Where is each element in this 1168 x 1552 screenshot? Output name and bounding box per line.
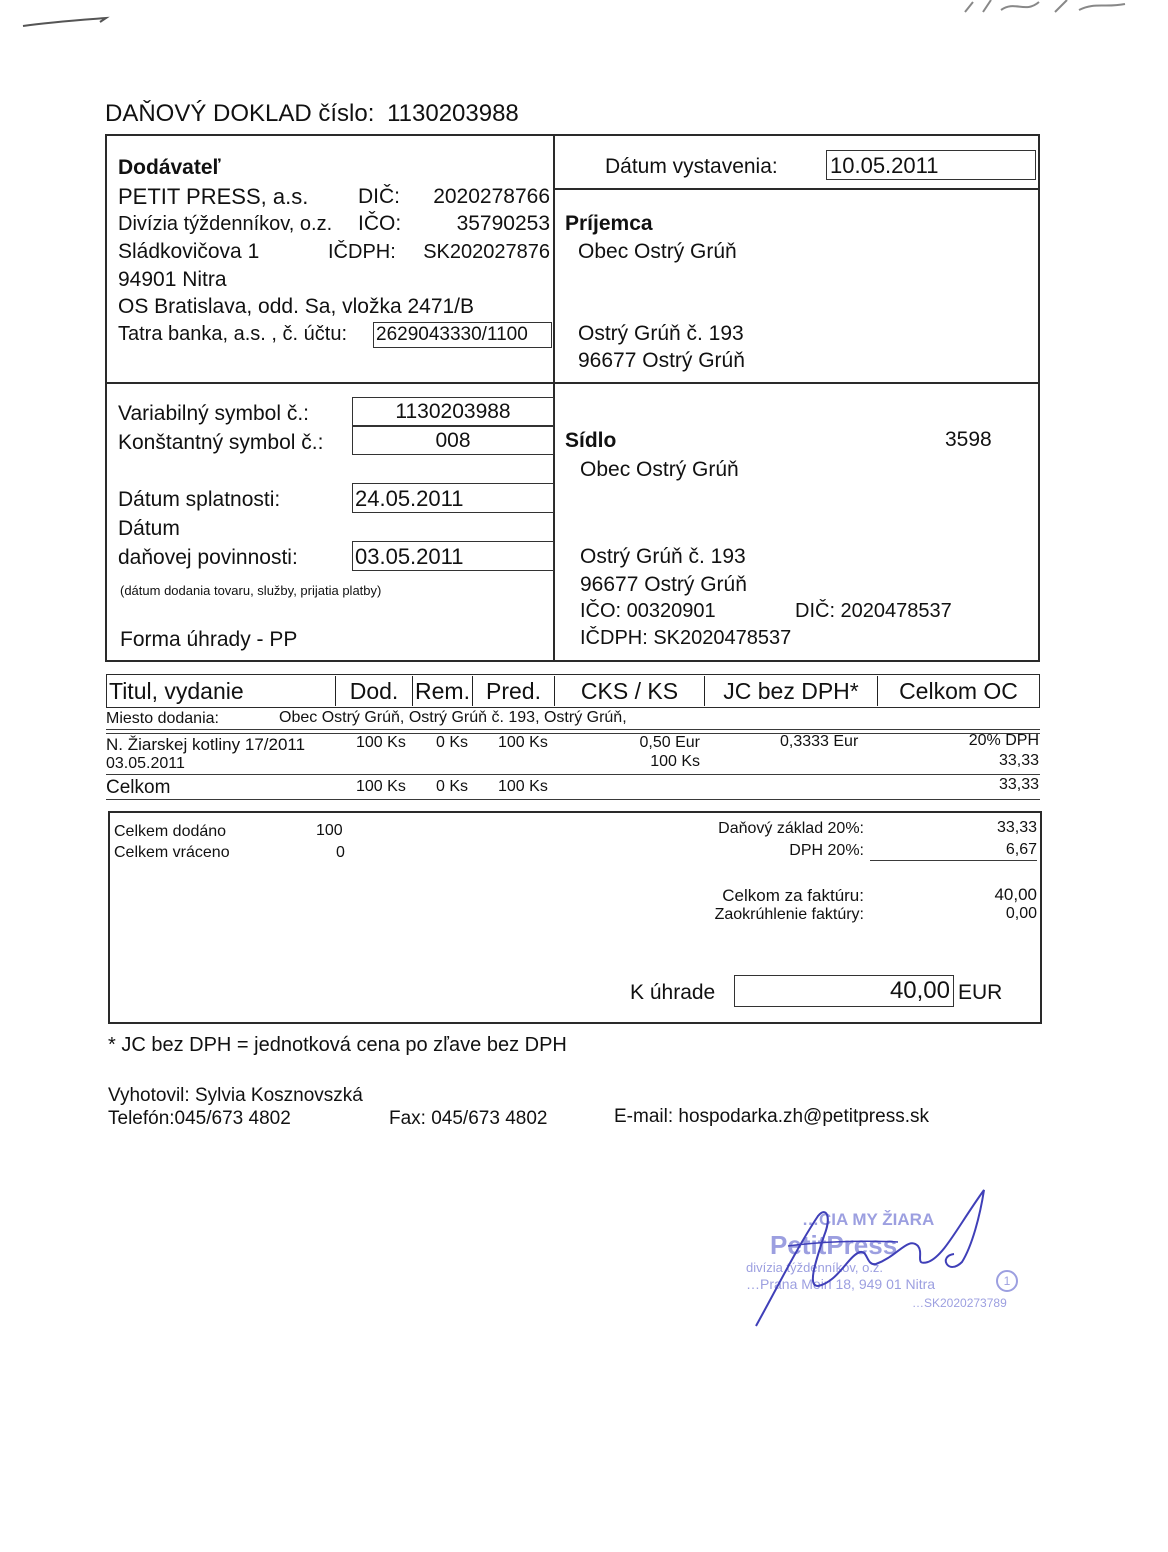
total-returned: 0 [336, 844, 345, 861]
document-title [105, 100, 519, 128]
stamp-line-3: divízia týždenníkov, o.z. [746, 1260, 884, 1275]
rounding: 0,00 [1005, 905, 1037, 922]
variable-symbol: 1130203988 [395, 400, 511, 423]
sum-delivered: 100 Ks [356, 778, 406, 795]
issued-by: Vyhotovil: Sylvia Kosznovszká [108, 1085, 363, 1106]
recipient-heading: Príjemca [565, 212, 653, 235]
rounding-label: Zaokrúhlenie faktúry: [714, 906, 864, 923]
total-delivered-label: Celkem dodáno [114, 823, 227, 840]
amount-due-label: K úhrade [630, 981, 716, 1004]
seat-name: Obec Ostrý Grúň [580, 458, 739, 481]
item-cks: 0,50 Eur [639, 734, 700, 751]
vat-amount: 6,67 [1005, 841, 1037, 858]
delivery-place: Obec Ostrý Grúň, Ostrý Grúň č. 193, Ostrý Grúň, [279, 709, 627, 726]
supplier-city: 94901 Nitra [118, 268, 227, 291]
item-delivered: 100 Ks [356, 734, 406, 751]
header-cks-ks: CKS / KS [554, 676, 704, 706]
total-returned-label: Celkem vráceno [114, 844, 230, 861]
phone: Telefón:045/673 4802 [108, 1108, 291, 1129]
vat-underline [870, 860, 1037, 861]
seat-ico: IČO: 00320901 [580, 600, 716, 622]
currency: EUR [958, 981, 1003, 1004]
email: E-mail: hospodarka.zh@petitpress.sk [614, 1106, 929, 1127]
supplier-ico-label: IČO: [358, 212, 402, 235]
stamp-line-4: …Prana Moiri 18, 949 01 Nitra [746, 1276, 936, 1292]
tax-base: 33,33 [996, 819, 1037, 836]
constant-symbol-label: Konštantný symbol č.: [118, 431, 324, 454]
item-returned: 0 Ks [436, 734, 469, 751]
invoice-total-label: Celkom za faktúru: [722, 886, 864, 905]
header-sold: Pred. [472, 676, 554, 706]
issue-date-label: Dátum vystavenia: [605, 155, 778, 178]
item-sold: 100 Ks [498, 734, 548, 751]
supplier-dic-label: DIČ: [358, 185, 400, 208]
tax-date: 03.05.2011 [355, 544, 464, 569]
tax-date-label-line2: daňovej povinnosti: [118, 546, 298, 569]
document-title-label: DAŇOVÝ DOKLAD číslo: [105, 100, 375, 127]
supplier-heading: Dodávateľ [118, 156, 221, 179]
seat-code: 3598 [945, 428, 992, 451]
due-date-label: Dátum splatnosti: [118, 488, 281, 511]
tax-date-note: (dátum dodania tovaru, služby, prijatia platby) [120, 583, 382, 598]
recipient-street: Ostrý Grúň č. 193 [578, 322, 744, 345]
sum-label: Celkom [106, 777, 171, 798]
footnote: * JC bez DPH = jednotková cena po zľave bez DPH [108, 1034, 567, 1056]
fax: Fax: 045/673 4802 [389, 1108, 548, 1129]
issue-date-divider [555, 188, 1038, 190]
delivery-place-label: Miesto dodania: [106, 710, 219, 727]
seat-heading: Sídlo [565, 429, 617, 452]
header-horizontal-divider [107, 382, 1038, 384]
seat-city: 96677 Ostrý Grúň [580, 573, 747, 596]
sum-rule [106, 799, 1040, 800]
supplier-bank: Tatra banka, a.s. , č. účtu: [118, 323, 348, 345]
supplier-division: Divízia týždenníkov, o.z. [118, 213, 333, 235]
variable-symbol-label: Variabilný symbol č.: [118, 402, 310, 425]
supplier-account: 2629043330/1100 [376, 324, 528, 345]
sum-sold: 100 Ks [498, 778, 548, 795]
supplier-dic: 2020278766 [433, 185, 550, 208]
stamp-line-2: PetitPress [770, 1230, 898, 1260]
header-delivered: Dod. [335, 676, 412, 706]
supplier-name: PETIT PRESS, a.s. [118, 184, 309, 209]
supplier-icdph: SK202027876 [423, 241, 550, 263]
invoice-total: 40,00 [994, 885, 1037, 904]
header-returned: Rem. [412, 676, 472, 706]
seat-street: Ostrý Grúň č. 193 [580, 545, 746, 568]
item-rule [106, 774, 1040, 775]
recipient-city: 96677 Ostrý Grúň [578, 349, 745, 372]
header-total: Celkom OC [877, 676, 1039, 706]
supplier-street: Sládkovičova 1 [118, 240, 260, 263]
sum-returned: 0 Ks [436, 778, 469, 795]
item-total: 33,33 [998, 752, 1039, 769]
stamp-line-1: …CIA MY ŽIARA [802, 1210, 935, 1229]
pen-mark-top-right [955, 0, 1145, 20]
total-delivered: 100 [316, 822, 343, 839]
due-date: 24.05.2011 [355, 486, 464, 511]
tax-date-label-line1: Dátum [118, 517, 180, 540]
amount-due: 40,00 [889, 977, 950, 1004]
vat-label: DPH 20%: [789, 842, 864, 859]
supplier-ico: 35790253 [456, 212, 550, 235]
item-ks: 100 Ks [650, 753, 700, 770]
item-title: N. Žiarskej kotliny 17/2011 [106, 735, 306, 754]
delivery-rule-1 [106, 729, 1040, 730]
item-unit-price: 0,3333 Eur [780, 733, 859, 750]
signature [748, 1186, 998, 1332]
stamp-number-badge: 1 [996, 1270, 1018, 1292]
issue-date: 10.05.2011 [830, 153, 939, 178]
payment-form: Forma úhrady - PP [120, 628, 298, 651]
sum-total: 33,33 [998, 776, 1039, 793]
document-number: 1130203988 [387, 100, 519, 127]
constant-symbol: 008 [435, 429, 471, 452]
header-unit-price: JC bez DPH* [704, 676, 877, 706]
seat-icdph: IČDPH: SK2020478537 [580, 627, 792, 649]
item-date: 03.05.2011 [106, 755, 185, 772]
recipient-name: Obec Ostrý Grúň [578, 240, 737, 263]
tax-base-label: Daňový základ 20%: [718, 820, 864, 837]
item-vat: 20% DPH [968, 732, 1039, 749]
supplier-court: OS Bratislava, odd. Sa, vložka 2471/B [118, 295, 475, 318]
stamp-line-5: …SK2020273789 [912, 1296, 1007, 1310]
header-title: Titul, vydanie [109, 678, 244, 704]
pen-mark-top-left [20, 8, 110, 32]
supplier-icdph-label: IČDPH: [328, 241, 396, 263]
seat-dic: DIČ: 2020478537 [795, 600, 952, 622]
